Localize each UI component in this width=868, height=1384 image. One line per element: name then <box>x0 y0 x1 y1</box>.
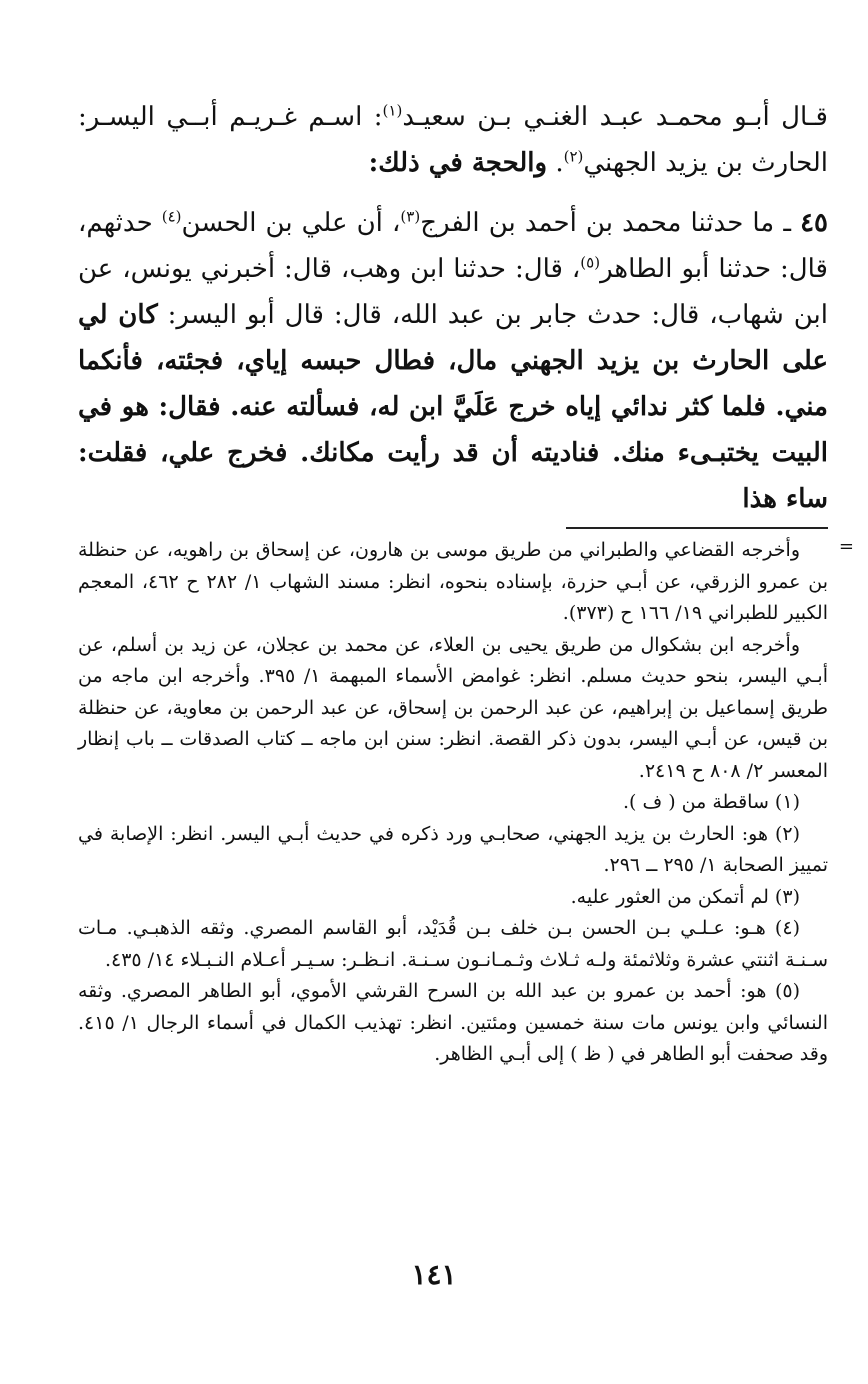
footnote-ref-3: (٣) <box>400 207 421 226</box>
footnote-4: (٤) هـو: عـلـي بـن الحسن بـن خلف بـن قُدَيْد، أبو القاسم المصري. وثقه الذهبـي. مـات سـنـة اثنتي عشرة وثلاثمئة ولـه ثـلاث وثـمـانـون سـنـة. انـظـر: سـيـر أعـلام النـبـلاء ١٤/ ٤٣٥. <box>78 917 828 971</box>
intro-text: : اسـم غـريـم أبــي اليسـر: الحارث بن يزيد الجهني <box>78 102 828 178</box>
intro-text: . <box>547 148 564 178</box>
footnote-1: (١) ساقطة من ( ف ). <box>622 791 800 813</box>
intro-paragraph <box>78 94 828 186</box>
isnad-text: ـ ما حدثنا محمد بن أحمد بن الفرج <box>420 208 801 238</box>
footnote-ref-5: (٥) <box>580 253 601 272</box>
footnote-ref-2: (٢) <box>563 147 584 166</box>
footnote-ref-1: (١) <box>382 101 403 120</box>
page-number: ١٤١ <box>411 1258 457 1291</box>
intro-text: قـال أبـو محمـد عبـد الغنـي بـن سعيـد <box>402 102 828 132</box>
hadith-paragraph <box>78 200 828 522</box>
intro-bold-text: والحجة في ذلك: <box>368 148 548 178</box>
continuation-mark: = <box>838 536 854 557</box>
main-text <box>78 94 828 522</box>
hadith-number: ٤٥ <box>800 208 828 238</box>
footnote-3: (٣) لم أتمكن من العثور عليه. <box>570 885 800 908</box>
footnote-continuation: وأخرجه القضاعي والطبراني من طريق موسى بن هارون، عن إسحاق بن راهويه، عن حنظلة بن عمرو الزرقي، عن أبـي حزرة، بإسناده بنحوه، انظر: مسند الشهاب ١/ ٢٨٢ ح ٤٦٢، المعجم الكبير للطبراني ١٩/ ١٦٦ ح (٣٧٣). <box>78 539 828 624</box>
isnad-text: حدثهم، قال: حدثنا أبو الطاهر <box>78 208 828 284</box>
footnote-5: (٥) هو: أحمد بن عمرو بن عبد الله بن السرح القرشي الأموي، أبو الطاهر المصري. وثقه النسائي وابن يونس مات سنة خمسين ومئتين. انظر: تهذيب الكمال في أسماء الرجال ١/ ٤١٥. وقد صحفت أبو الطاهر في ( ظ ) إلى أبـي الظاهر. <box>78 980 828 1065</box>
footnote-separator <box>566 527 828 529</box>
footnotes <box>78 535 828 1071</box>
footnote-2: (٢) هو: الحارث بن يزيد الجهني، صحابـي ورد ذكره في حديث أبـي اليسر. انظر: الإصابة في تمييز الصحابة ١/ ٢٩٥ ــ ٢٩٦. <box>78 822 828 876</box>
footnote-continuation: وأخرجه ابن بشكوال من طريق يحيى بن العلاء، عن محمد بن عجلان، عن زيد بن أسلم، عن أبـي اليسر، بنحو حديث مسلم. انظر: غوامض الأسماء المبهمة ١/ ٣٩٥. وأخرجه ابن ماجه من طريق إسماعيل بن إبراهيم، عن عبد الرحمن بن إسحاق، عن عبد الرحمن بن معاوية، عن حنظلة بن قيس، عن أبـي اليسر، بدون ذكر القصة. انظر: سنن ابن ماجه ــ كتاب الصدقات ــ باب إنظار المعسر ٢/ ٨٠٨ ح ٢٤١٩. <box>78 633 828 782</box>
isnad-text: ، أن علي بن الحسن <box>181 208 401 238</box>
footnote-ref-4: (٤) <box>161 207 182 226</box>
isnad-text: ، قال: حدثنا ابن وهب، قال: أخبرني يونس، عن ابن شهاب، قال: حدث جابر بن عبد الله، قال: قال أبو اليسر: <box>78 254 828 330</box>
matn-bold-text: كان لي على الحارث بن يزيد الجهني مال، فطال حبسه إياي، فجئته، فأنكما مني. فلما كثر ندائي إياه خرج عَلَيَّ ابن له، فسألته عنه. فقال: هو في البيت يختبـىء منك. فناديته أن قد رأيت مكانك. فخرج علي، فقلت: ساء هذا <box>78 300 828 514</box>
